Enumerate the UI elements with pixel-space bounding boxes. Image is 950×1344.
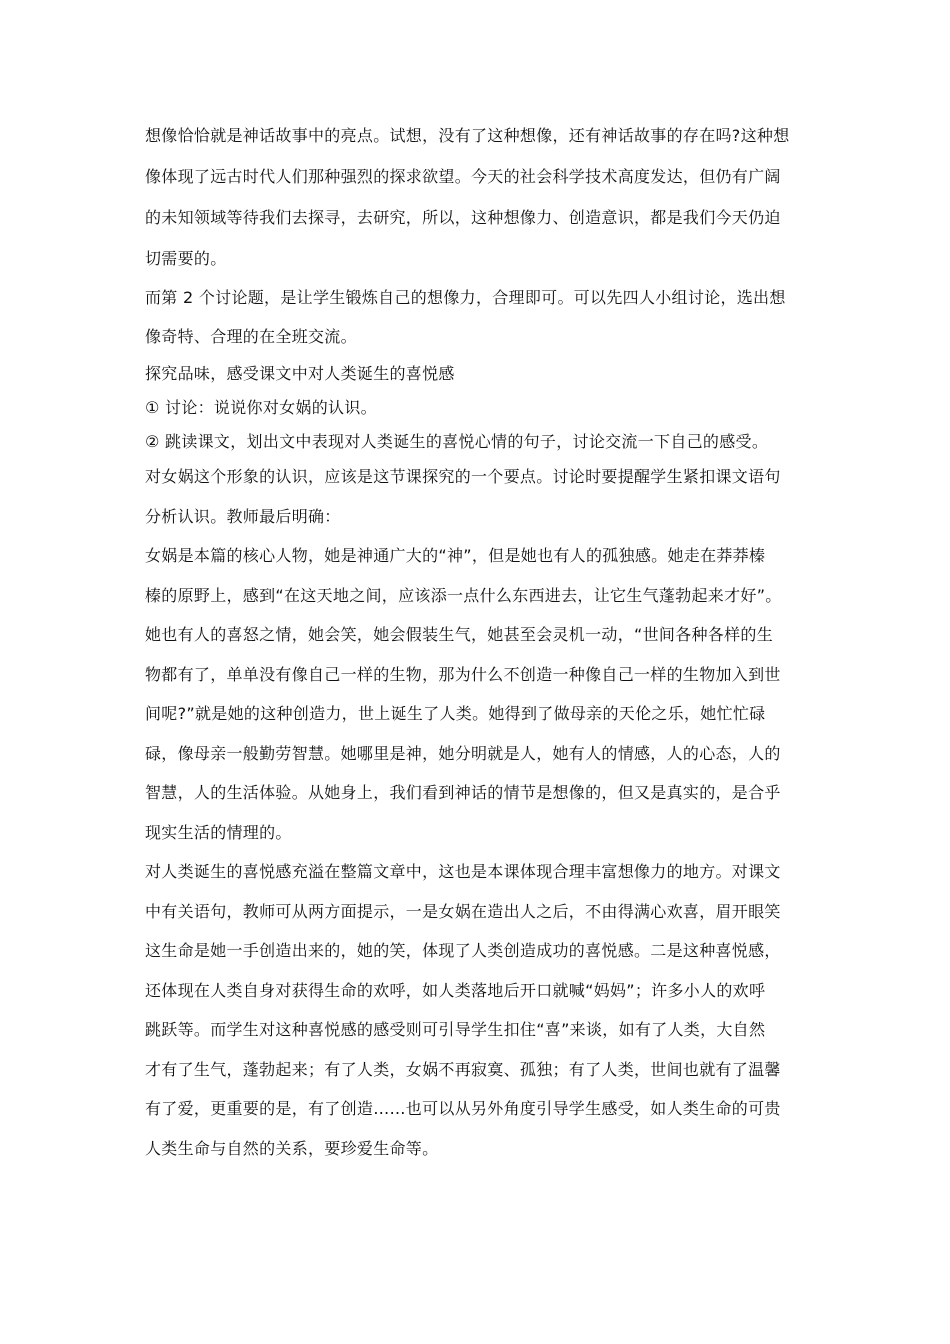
paragraph-line: 对人类诞生的喜悦感充溢在整篇文章中，这也是本课体现合理丰富想像力的地方。对课文 <box>145 862 781 881</box>
paragraph-line: 这生命是她一手创造出来的，她的笑，体现了人类创造成功的喜悦感。二是这种喜悦感， <box>145 941 781 960</box>
paragraph-line: 的未知领域等待我们去探寻，去研究，所以，这种想像力、创造意识，都是我们今天仍迫 <box>145 208 781 227</box>
paragraph-line: 中有关语句，教师可从两方面提示，一是女娲在造出人之后，不由得满心欢喜，眉开眼笑 <box>145 902 781 921</box>
paragraph-line: 有了爱，更重要的是，有了创造……也可以从另外角度引导学生感受，如人类生命的可贵 <box>145 1099 781 1118</box>
paragraph-line: 人类生命与自然的关系，要珍爱生命等。 <box>145 1139 439 1158</box>
paragraph-line: 还体现在人类自身对获得生命的欢呼，如人类落地后开口就喊“妈妈”；许多小人的欢呼 <box>145 981 766 1000</box>
paragraph-line: 榛的原野上，感到“在这天地之间，应该添一点什么东西进去，让它生气蓬勃起来才好”。 <box>145 586 782 605</box>
paragraph-line: 分析认识。教师最后明确： <box>145 507 341 526</box>
list-item: ① 讨论：说说你对女娲的认识。 <box>145 398 377 417</box>
paragraph-line: 物都有了，单单没有像自己一样的生物，那为什么不创造一种像自己一样的生物加入到世 <box>145 665 781 684</box>
paragraph-line: 而第 2 个讨论题，是让学生锻炼自己的想像力，合理即可。可以先四人小组讨论，选出想 <box>145 288 786 307</box>
paragraph-line: 她也有人的喜怒之情，她会笑，她会假装生气，她甚至会灵机一动，“世间各种各样的生 <box>145 625 773 644</box>
paragraph-line: 碌，像母亲一般勤劳智慧。她哪里是神，她分明就是人，她有人的情感，人的心态，人的 <box>145 744 781 763</box>
paragraph-line: 像奇特、合理的在全班交流。 <box>145 327 357 346</box>
paragraph-line: 想像恰恰就是神话故事中的亮点。试想，没有了这种想像，还有神话故事的存在吗?这种想 <box>145 126 790 145</box>
section-heading: 探究品味，感受课文中对人类诞生的喜悦感 <box>145 364 455 383</box>
paragraph-line: 才有了生气，蓬勃起来；有了人类，女娲不再寂寞、孤独；有了人类，世间也就有了温馨 <box>145 1060 781 1079</box>
paragraph-line: 跳跃等。而学生对这种喜悦感的感受则可引导学生扣住“喜”来谈，如有了人类，大自然 <box>145 1020 766 1039</box>
paragraph-line: 切需要的。 <box>145 249 227 268</box>
list-item: ② 跳读课文，划出文中表现对人类诞生的喜悦心情的句子，讨论交流一下自己的感受。 <box>145 432 769 451</box>
paragraph-line: 像体现了远古时代人们那种强烈的探求欲望。今天的社会科学技术高度发达，但仍有广阔 <box>145 167 781 186</box>
paragraph-line: 对女娲这个形象的认识，应该是这节课探究的一个要点。讨论时要提醒学生紧扣课文语句 <box>145 467 781 486</box>
paragraph-line: 现实生活的情理的。 <box>145 823 292 842</box>
paragraph-line: 女娲是本篇的核心人物，她是神通广大的“神”，但是她也有人的孤独感。她走在莽莽榛 <box>145 546 766 565</box>
paragraph-line: 间呢?”就是她的这种创造力，世上诞生了人类。她得到了做母亲的天伦之乐，她忙忙碌 <box>145 704 766 723</box>
paragraph-line: 智慧，人的生活体验。从她身上，我们看到神话的情节是想像的，但又是真实的，是合乎 <box>145 783 781 802</box>
